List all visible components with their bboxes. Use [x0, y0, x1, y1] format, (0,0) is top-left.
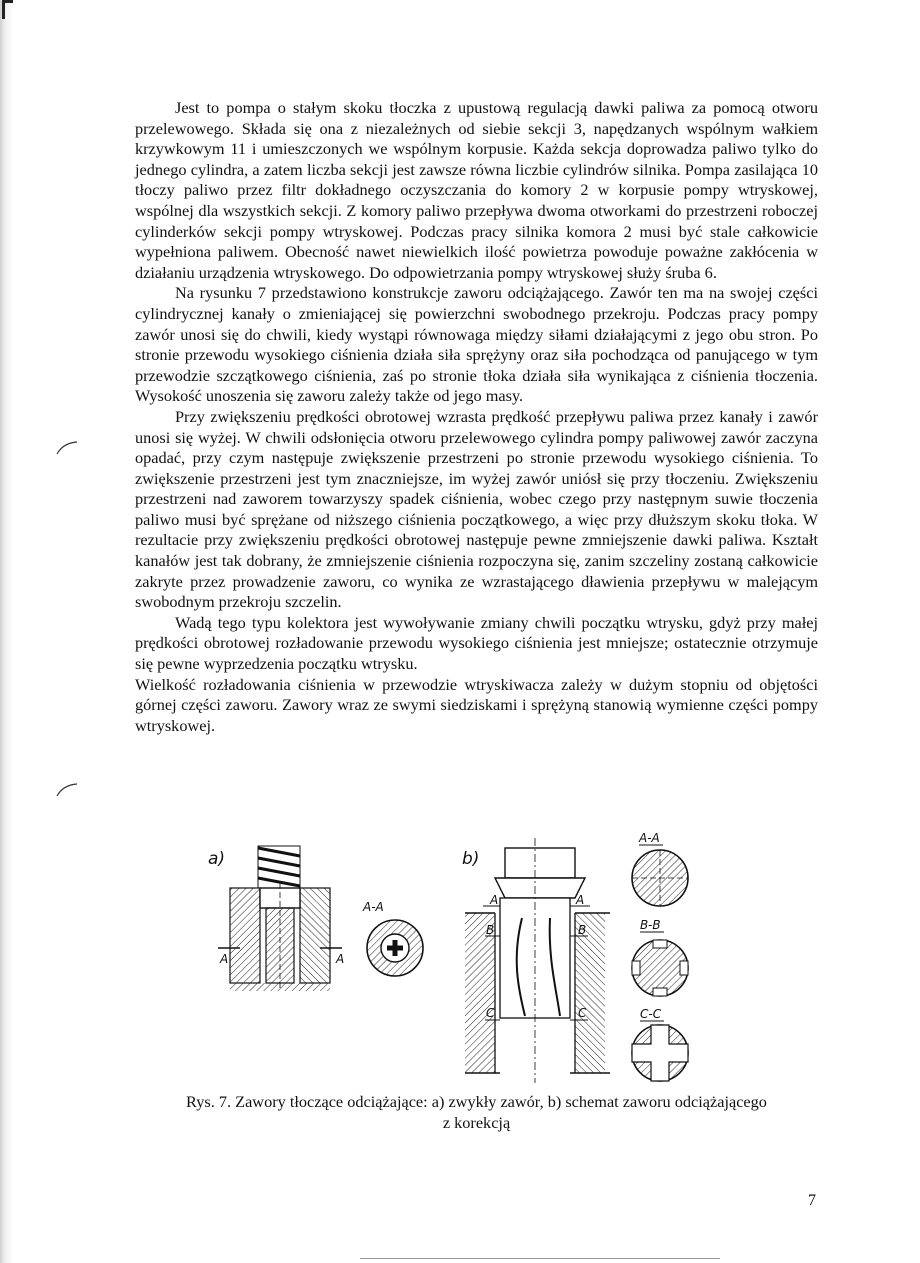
paragraph: Przy zwiększeniu prędkości obrotowej wzrasta prędkość przepływu paliwa przez kanały i zawór unosi się wyżej. W chwili odsłonięcia otworu przelewowego cylindra pompy paliwowej zawór zaczyna opadać, przy czym następuje zwiększenie przestrzeni po stronie przewodu wysokiego ciśnienia. To zwiększenie przestrzeni jest tym znaczniejsze, im wyżej zawór uniósł się przy tłoczeniu. Zwiększeniu przestrzeni nad zaworem towarzyszy spadek ciśnienia, wobec czego przy następnym suwie tłoczenia paliwo musi być sprężane od niższego ciśnienia początkowego, a więc przy dłuższym skoku tłoka. W rezultacie przy zwiększeniu prędkości obrotowej następuje pewne zmniejszenie dawki paliwa. Kształt kanałów jest tak dobrany, że zmniejszenie ciśnienia rozpoczyna się, zanim szczeliny zostaną całkowicie zakryte przez prowadzenie zaworu, co wynika ze wzrastającego dławienia przepływu w malejącym swobodnym przekroju szczelin.	[135, 406, 818, 612]
valve-b-section	[465, 838, 610, 1083]
figure-caption	[135, 1091, 818, 1133]
paragraph: Jest to pompa o stałym skoku tłoczka z upustową regulacją dawki paliwa za pomocą otworu przelewowego. Składa się ona z niezależnych od siebie sekcji 3, napędzanych wspólnym wałkiem krzywkowym 11 i umieszczonych we wspólnym korpusie. Każda sekcja doprowadza paliwo tylko do jednego cylindra, a zatem liczba sekcji jest zawsze równa liczbie cylindrów silnika. Pompa zasilająca 10 tłoczy paliwo przez filtr dokładnego oczyszczania do komory 2 w korpusie pompy wtryskowej, wspólnej dla wszystkich sekcji. Z komory paliwo przepływa dwoma otworkami do przestrzeni roboczej cylinderków sekcji pompy wtryskowej. Podczas pracy silnika komora 2 musi być stale całkowicie wypełniona paliwem. Obecność nawet niewielkich ilość powietrza powoduje poważne zakłócenia w działaniu urządzenia wtryskowego. Do odpowietrzania pompy wtryskowej służy śruba 6.	[135, 98, 818, 282]
section-b-b-circle	[632, 940, 688, 996]
mark-a-right: A	[336, 952, 345, 966]
mark-a-b-right: A	[576, 893, 585, 907]
valve-a-section	[218, 846, 345, 991]
label-section-a-a: A-A	[363, 900, 384, 914]
corner-mark	[2, 0, 13, 19]
caption-line-2: z korekcją	[442, 1113, 511, 1132]
margin-tick-mark	[55, 440, 79, 456]
paragraph: Wadą tego typu kolektora jest wywoływanie zmiany chwili początku wtrysku, gdyż przy małej prędkości obrotowej rozładowanie przewodu wysokiego ciśnienia jest mniejsze; ostatecznie otrzymuje się pewne wyprzedzenia początku wtrysku.	[135, 612, 818, 674]
section-a-a-circle-b	[632, 850, 688, 906]
mark-c-right: C	[578, 1006, 587, 1020]
scan-bottom-line	[360, 1258, 720, 1259]
mark-b-right: B	[578, 923, 587, 937]
spring	[258, 846, 300, 888]
section-c-c-circle	[632, 1025, 688, 1081]
page-number: 7	[808, 1192, 816, 1209]
label-section-a-a-b: A-A	[639, 831, 660, 845]
valve-drawing	[200, 828, 720, 1088]
label-b: b)	[462, 849, 480, 869]
paragraph: Na rysunku 7 przedstawiono konstrukcje zaworu odciążającego. Zawór ten ma na swojej części cylindrycznej kanały o zmieniającej się powierzchni swobodnego przekroju. Podczas pracy pompy zawór unosi się do chwili, kiedy wystąpi równowaga między siłami działającymi z jego obu stron. Po stronie przewodu wysokiego ciśnienia działa siła sprężyny oraz siła pochodząca od panującego w tym przewodzie szczątkowego ciśnienia, zaś po stronie tłoka działa siła wynikająca z ciśnienia tłoczenia. Wysokość unoszenia się zaworu zależy także od jego masy.	[135, 283, 818, 406]
mark-c-left: C	[486, 1006, 495, 1020]
label-section-c-c: C-C	[640, 1007, 662, 1021]
paragraph: Wielkość rozładowania ciśnienia w przewodzie wtryskiwacza zależy w dużym stopniu od objętości górnej części zaworu. Zawory wraz ze swymi siedziskami i sprężyną stanowią wymienne części pompy wtryskowej.	[135, 674, 818, 735]
figure-valves	[200, 828, 720, 1088]
body-text	[135, 98, 818, 736]
label-section-b-b: B-B	[640, 918, 661, 932]
mark-a-left: A	[220, 952, 229, 966]
scan-edge-shadow	[0, 0, 14, 1263]
section-a-a-circle	[367, 920, 423, 976]
mark-b-left: B	[486, 923, 495, 937]
mark-a-b-left: A	[490, 893, 499, 907]
label-a: a)	[208, 849, 226, 869]
margin-tick-mark	[55, 782, 79, 798]
caption-line-1: Rys. 7. Zawory tłoczące odciążające: a) zwykły zawór, b) schemat zaworu odciążającego	[186, 1092, 767, 1111]
